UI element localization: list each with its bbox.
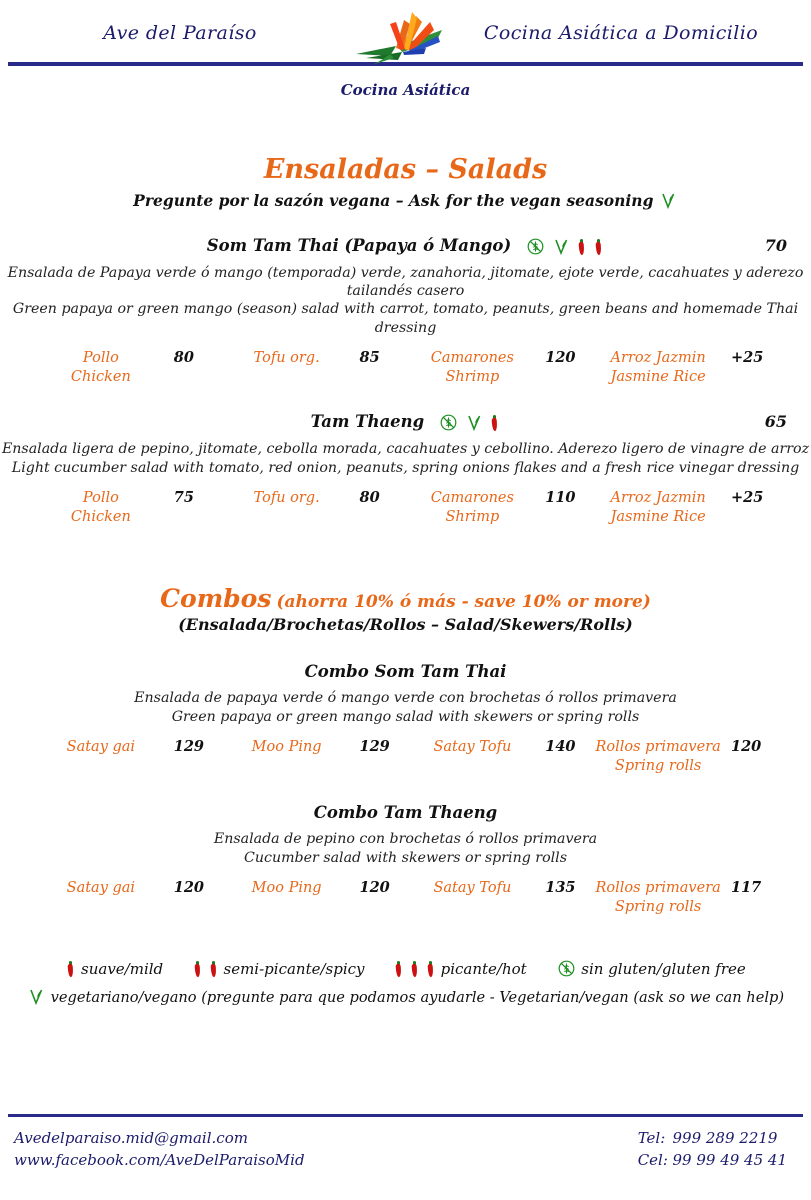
combos-title-note: (ahorra 10% ó más - save 10% or more): [276, 592, 651, 613]
option-label-es: Satay Tofu: [433, 879, 512, 896]
option-price: +25: [731, 488, 764, 506]
telephone-number: 999 289 2219: [672, 1129, 778, 1147]
dish-name: Tam Thaeng: [310, 412, 425, 432]
gluten-free-icon: [527, 238, 544, 255]
combo-description-es: Ensalada de papaya verde ó mango verde con brochetas ó rollos primavera: [134, 690, 677, 707]
chili-icon: [209, 961, 218, 977]
option-price: 129: [173, 737, 205, 755]
dish-name: Som Tam Thai (Papaya ó Mango): [206, 236, 512, 255]
option-label: [591, 489, 725, 527]
option-price: 120: [731, 737, 762, 755]
option-price: 120: [545, 348, 576, 366]
option-label: [34, 349, 168, 387]
option-price: 80: [173, 348, 194, 366]
combo-name: Combo Som Tam Thai: [304, 662, 507, 682]
option-rollos-primavera[interactable]: [591, 879, 777, 917]
option-label-es: Rollos primavera: [595, 879, 721, 896]
gluten-free-icon: [558, 960, 575, 977]
vegetarian-icon: [661, 192, 676, 209]
combos-title: [0, 584, 811, 613]
option-label-es: Moo Ping: [251, 738, 322, 755]
option-label: [406, 489, 540, 527]
footer-contact-right: [638, 1128, 787, 1172]
legend-vegetarian-label: vegetariano/vegano (pregunte para que podamos ayudarle - Vegetarian/vegan (ask so we can help): [50, 989, 785, 1007]
vegetarian-icon: [29, 988, 44, 1005]
logo-caption: Cocina Asiática: [340, 81, 471, 99]
option-label-en: Spring rolls: [614, 898, 702, 915]
footer-divider: [8, 1114, 803, 1117]
combo-tam-thaeng: [0, 803, 811, 916]
facebook-link[interactable]: www.facebook.com/AveDelParaisoMid: [14, 1150, 305, 1169]
option-pollo[interactable]: [34, 349, 220, 387]
option-price: 129: [359, 737, 390, 755]
combos-title-main: Combos: [160, 584, 272, 614]
option-label-es: Satay Tofu: [433, 738, 512, 755]
option-label-es: Moo Ping: [251, 879, 322, 896]
chili-icon: [193, 961, 202, 977]
chili-icon: [426, 961, 435, 977]
dish-som-tam-thai: [0, 236, 811, 386]
option-label-es: Arroz Jazmin: [610, 349, 706, 366]
dish-description-en: Green papaya or green mango (season) salad with carrot, tomato, peanuts, green beans and homemade Thai dressing: [12, 301, 799, 336]
option-camarones[interactable]: [406, 489, 592, 527]
legend-mild-label: suave/mild: [81, 960, 164, 979]
cellphone-number: 99 99 49 45 41: [672, 1150, 787, 1169]
gluten-free-icon: [440, 414, 457, 431]
option-label: [220, 489, 354, 508]
dish-price: 65: [764, 412, 787, 432]
option-price: 140: [545, 737, 576, 755]
vegetarian-icon: [467, 414, 482, 431]
combo-description-es: Ensalada de pepino con brochetas ó rollos primavera: [213, 831, 598, 848]
option-label-en: Chicken: [70, 368, 131, 385]
telephone: [638, 1128, 787, 1150]
dish-icons: [438, 413, 501, 432]
legend-mild: [65, 960, 163, 978]
legend-hot-label: picante/hot: [440, 960, 527, 979]
option-label-es: Rollos primavera: [595, 738, 721, 755]
option-satay-gai[interactable]: [34, 879, 220, 898]
option-label-es: Satay gai: [66, 738, 136, 755]
cellphone: [638, 1150, 787, 1172]
restaurant-tagline: Cocina Asiática a Domicilio: [483, 22, 759, 44]
option-price: 117: [731, 878, 762, 896]
legend-row-vegetarian: [0, 988, 811, 1006]
option-label: [34, 879, 168, 898]
option-label-es: Pollo: [82, 489, 119, 506]
option-satay-tofu[interactable]: [406, 879, 592, 898]
option-price: 85: [359, 348, 380, 366]
restaurant-name: Ave del Paraíso: [103, 22, 257, 44]
option-label-es: Satay gai: [66, 879, 136, 896]
option-price: 80: [359, 488, 380, 506]
combo-som-tam-thai: [0, 662, 811, 775]
option-tofu[interactable]: [220, 489, 406, 508]
page-header: [0, 0, 811, 118]
option-label-es: Pollo: [82, 349, 119, 366]
option-arroz[interactable]: [591, 489, 777, 527]
legend-medium-label: semi-picante/spicy: [223, 960, 365, 979]
dish-header: [0, 412, 811, 432]
option-camarones[interactable]: [406, 349, 592, 387]
combo-options: [0, 879, 811, 917]
option-arroz[interactable]: [591, 349, 777, 387]
option-label-es: Tofu org.: [253, 489, 320, 506]
dish-price: 70: [764, 236, 787, 255]
chili-icon: [594, 239, 603, 255]
option-label: [220, 738, 354, 757]
option-label: [591, 349, 725, 387]
dish-options: [0, 489, 811, 527]
legend: [0, 960, 811, 1006]
legend-hot: [393, 960, 526, 978]
page-footer: [0, 1114, 811, 1200]
dish-tam-thaeng: [0, 412, 811, 526]
option-price: 110: [545, 488, 576, 506]
option-label-en: Shrimp: [445, 508, 500, 525]
cellphone-label: Cel:: [637, 1150, 668, 1169]
email-link[interactable]: Avedelparaiso.mid@gmail.com: [14, 1129, 248, 1147]
salads-subtitle-text: Pregunte por la sazón vegana – Ask for the vegan seasoning: [133, 191, 654, 210]
combos-section: [0, 584, 811, 916]
salads-subtitle: [0, 191, 811, 210]
option-label-en: Chicken: [70, 508, 131, 525]
combos-subtitle: (Ensalada/Brochetas/Rollos – Salad/Skewers/Rolls): [178, 615, 633, 635]
legend-gluten-free-label: sin gluten/gluten free: [581, 960, 746, 979]
option-label: [220, 349, 354, 368]
option-label: [591, 879, 725, 917]
chili-icon: [394, 961, 403, 977]
option-satay-tofu[interactable]: [406, 738, 592, 757]
option-moo-ping[interactable]: [220, 879, 406, 898]
option-price: 120: [173, 878, 205, 896]
option-label: [34, 489, 168, 527]
option-label: [406, 738, 540, 757]
dish-options: [0, 349, 811, 387]
legend-row-icons: [0, 960, 811, 978]
vegetarian-icon: [554, 238, 569, 255]
option-label: [406, 879, 540, 898]
combo-description: [0, 689, 811, 725]
option-price: 75: [173, 488, 194, 506]
dish-description-en: Light cucumber salad with tomato, red onion, peanuts, spring onions flakes and a fresh rice vinegar dressing: [11, 459, 800, 476]
salads-title: Ensaladas – Salads: [263, 154, 548, 185]
telephone-label: Tel:: [637, 1129, 666, 1147]
option-label-en: Spring rolls: [614, 757, 702, 774]
dish-description-es: Ensalada de Papaya verde ó mango (temporada) verde, zanahoria, jitomate, ejote verde, cacahuates y aderezo tailandés casero: [7, 265, 804, 300]
option-price: 120: [359, 878, 390, 896]
option-label-es: Tofu org.: [253, 349, 320, 366]
combo-options: [0, 738, 811, 776]
option-label-en: Shrimp: [445, 368, 500, 385]
dish-icons: [525, 237, 604, 256]
dish-header: [0, 236, 811, 256]
option-price: +25: [731, 348, 764, 366]
salads-section: [0, 154, 811, 526]
option-label: [220, 879, 354, 898]
option-label: [34, 738, 168, 757]
option-label: [406, 349, 540, 387]
combo-name: Combo Tam Thaeng: [313, 803, 498, 823]
option-label-es: Camarones: [430, 489, 514, 506]
combo-description-en: Green papaya or green mango salad with skewers or spring rolls: [171, 708, 640, 725]
option-pollo[interactable]: [34, 489, 220, 527]
option-rollos-primavera[interactable]: [591, 738, 777, 776]
option-label: [591, 738, 725, 776]
legend-medium: [192, 960, 365, 978]
dish-description-es: Ensalada ligera de pepino, jitomate, cebolla morada, cacahuates y cebollino. Aderezo ligero de vinagre de arroz: [1, 441, 810, 458]
footer-contact-left: [14, 1128, 305, 1172]
option-moo-ping[interactable]: [220, 738, 406, 757]
combo-description-en: Cucumber salad with skewers or spring rolls: [244, 849, 567, 866]
dish-description: [0, 264, 811, 337]
logo: [326, 2, 486, 99]
option-price: 135: [545, 878, 576, 896]
option-label-es: Camarones: [430, 349, 514, 366]
option-label-es: Arroz Jazmin: [610, 489, 706, 506]
chili-icon: [577, 239, 586, 255]
chili-icon: [66, 961, 75, 977]
chili-icon: [490, 415, 499, 431]
bird-of-paradise-flower-icon: [346, 2, 466, 80]
option-tofu[interactable]: [220, 349, 406, 368]
option-satay-gai[interactable]: [34, 738, 220, 757]
combo-description: [0, 830, 811, 866]
option-label-en: Jasmine Rice: [610, 508, 706, 525]
option-label-en: Jasmine Rice: [610, 368, 706, 385]
dish-description: [0, 440, 811, 476]
legend-gluten-free: [556, 960, 746, 978]
chili-icon: [410, 961, 419, 977]
